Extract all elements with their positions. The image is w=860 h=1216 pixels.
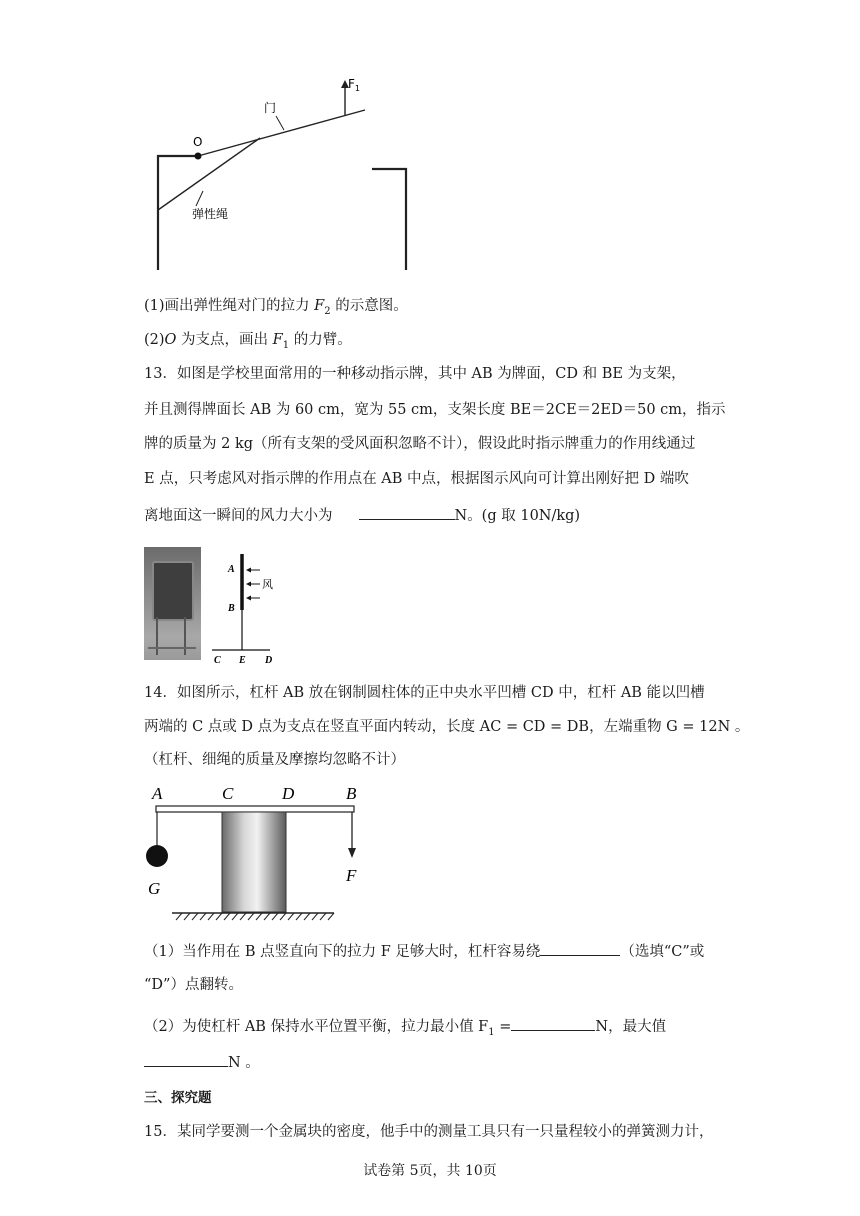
label-a: A <box>228 564 235 575</box>
label-door: 门 <box>264 101 277 115</box>
label-f1: $F_1$ <box>348 77 360 93</box>
q14-line2: 两端的 C 点或 D 点为支点在竖直平面内转动，长度 AC = CD = DB，左端重物 G = 12N 。 <box>144 719 750 735</box>
label-wind: 风 <box>262 578 273 591</box>
label-d: D <box>265 655 273 666</box>
q14-sub2-min-blank[interactable] <box>511 1016 595 1031</box>
q14-sub1-line1: （1）当作用在 B 点竖直向下的拉力 F 足够大时，杠杆容易绕 （选填“C”或 <box>144 941 704 962</box>
label-c: C <box>214 655 221 666</box>
q13-answer-blank[interactable] <box>359 505 455 520</box>
q14-sub2-max-blank[interactable] <box>144 1052 228 1067</box>
q13-line2: 并且测得牌面长 AB 为 60 cm，宽为 55 cm，支架长度 BE＝2CE＝2ED＝50 cm，指示 <box>144 402 726 418</box>
sign-schematic <box>208 548 278 666</box>
label-rope: 弹性绳 <box>192 207 229 221</box>
q14-sub2-line1: （2）为使杠杆 AB 保持水平位置平衡，拉力最小值 $F_1 = N$，最大值 <box>144 1016 666 1043</box>
weight-g <box>146 845 168 867</box>
label-f: F <box>346 866 357 885</box>
label-a: A <box>152 784 163 803</box>
q12-sub2: (2)O 为支点，画出 $F_1$ 的力臂。 <box>144 332 352 351</box>
right-wall <box>372 169 406 270</box>
label-e: E <box>239 655 246 666</box>
q15-line1: 15．某同学要测一个金属块的密度，他手中的测量工具只有一只量程较小的弹簧测力计， <box>144 1124 714 1140</box>
label-d: D <box>282 784 295 803</box>
label-b: B <box>346 784 357 803</box>
label-c: C <box>222 784 234 803</box>
page-footer: 试卷第 5页，共 10页 <box>363 1163 497 1179</box>
lever-bar <box>156 806 354 812</box>
q14-line3: （杠杆、细绳的质量及摩擦均忽略不计） <box>144 752 405 768</box>
door-line <box>198 110 365 156</box>
q14-line1: 14．如图所示，杠杆 AB 放在钢制圆柱体的正中央水平凹槽 CD 中，杠杆 AB 能以凹槽 <box>144 685 705 701</box>
door-diagram <box>150 70 420 275</box>
rope-line <box>158 138 260 210</box>
q12-sub1: (1)画出弹性绳对门的拉力 $F_2$ 的示意图。 <box>144 298 408 317</box>
pivot-point <box>195 153 202 160</box>
q14-sub1-line2: “D”）点翻转。 <box>144 977 243 993</box>
label-b: B <box>228 603 235 614</box>
label-g: G <box>148 879 161 898</box>
q14-sub2-line2: N 。 <box>144 1052 260 1073</box>
q13-line3: 牌的质量为 2 kg（所有支架的受风面积忽略不计），假设此时指示牌重力的作用线通过 <box>144 436 696 452</box>
q13-line4: E 点，只考虑风对指示牌的作用点在 AB 中点，根据图示风向可计算出刚好把 D 端吹 <box>144 471 689 487</box>
section-title: 三、探究题 <box>144 1090 212 1106</box>
steel-cylinder <box>222 812 286 912</box>
sign-photo <box>144 547 201 660</box>
q14-sub1-blank[interactable] <box>540 941 620 956</box>
q13-line5: 离地面这一瞬间的风力大小为 N。(g 取 10N/kg) <box>144 505 580 526</box>
lever-diagram <box>140 782 380 924</box>
q13-line1: 13．如图是学校里面常用的一种移动指示牌，其中 AB 为牌面，CD 和 BE 为支架， <box>144 366 686 382</box>
label-o: O <box>193 135 203 149</box>
